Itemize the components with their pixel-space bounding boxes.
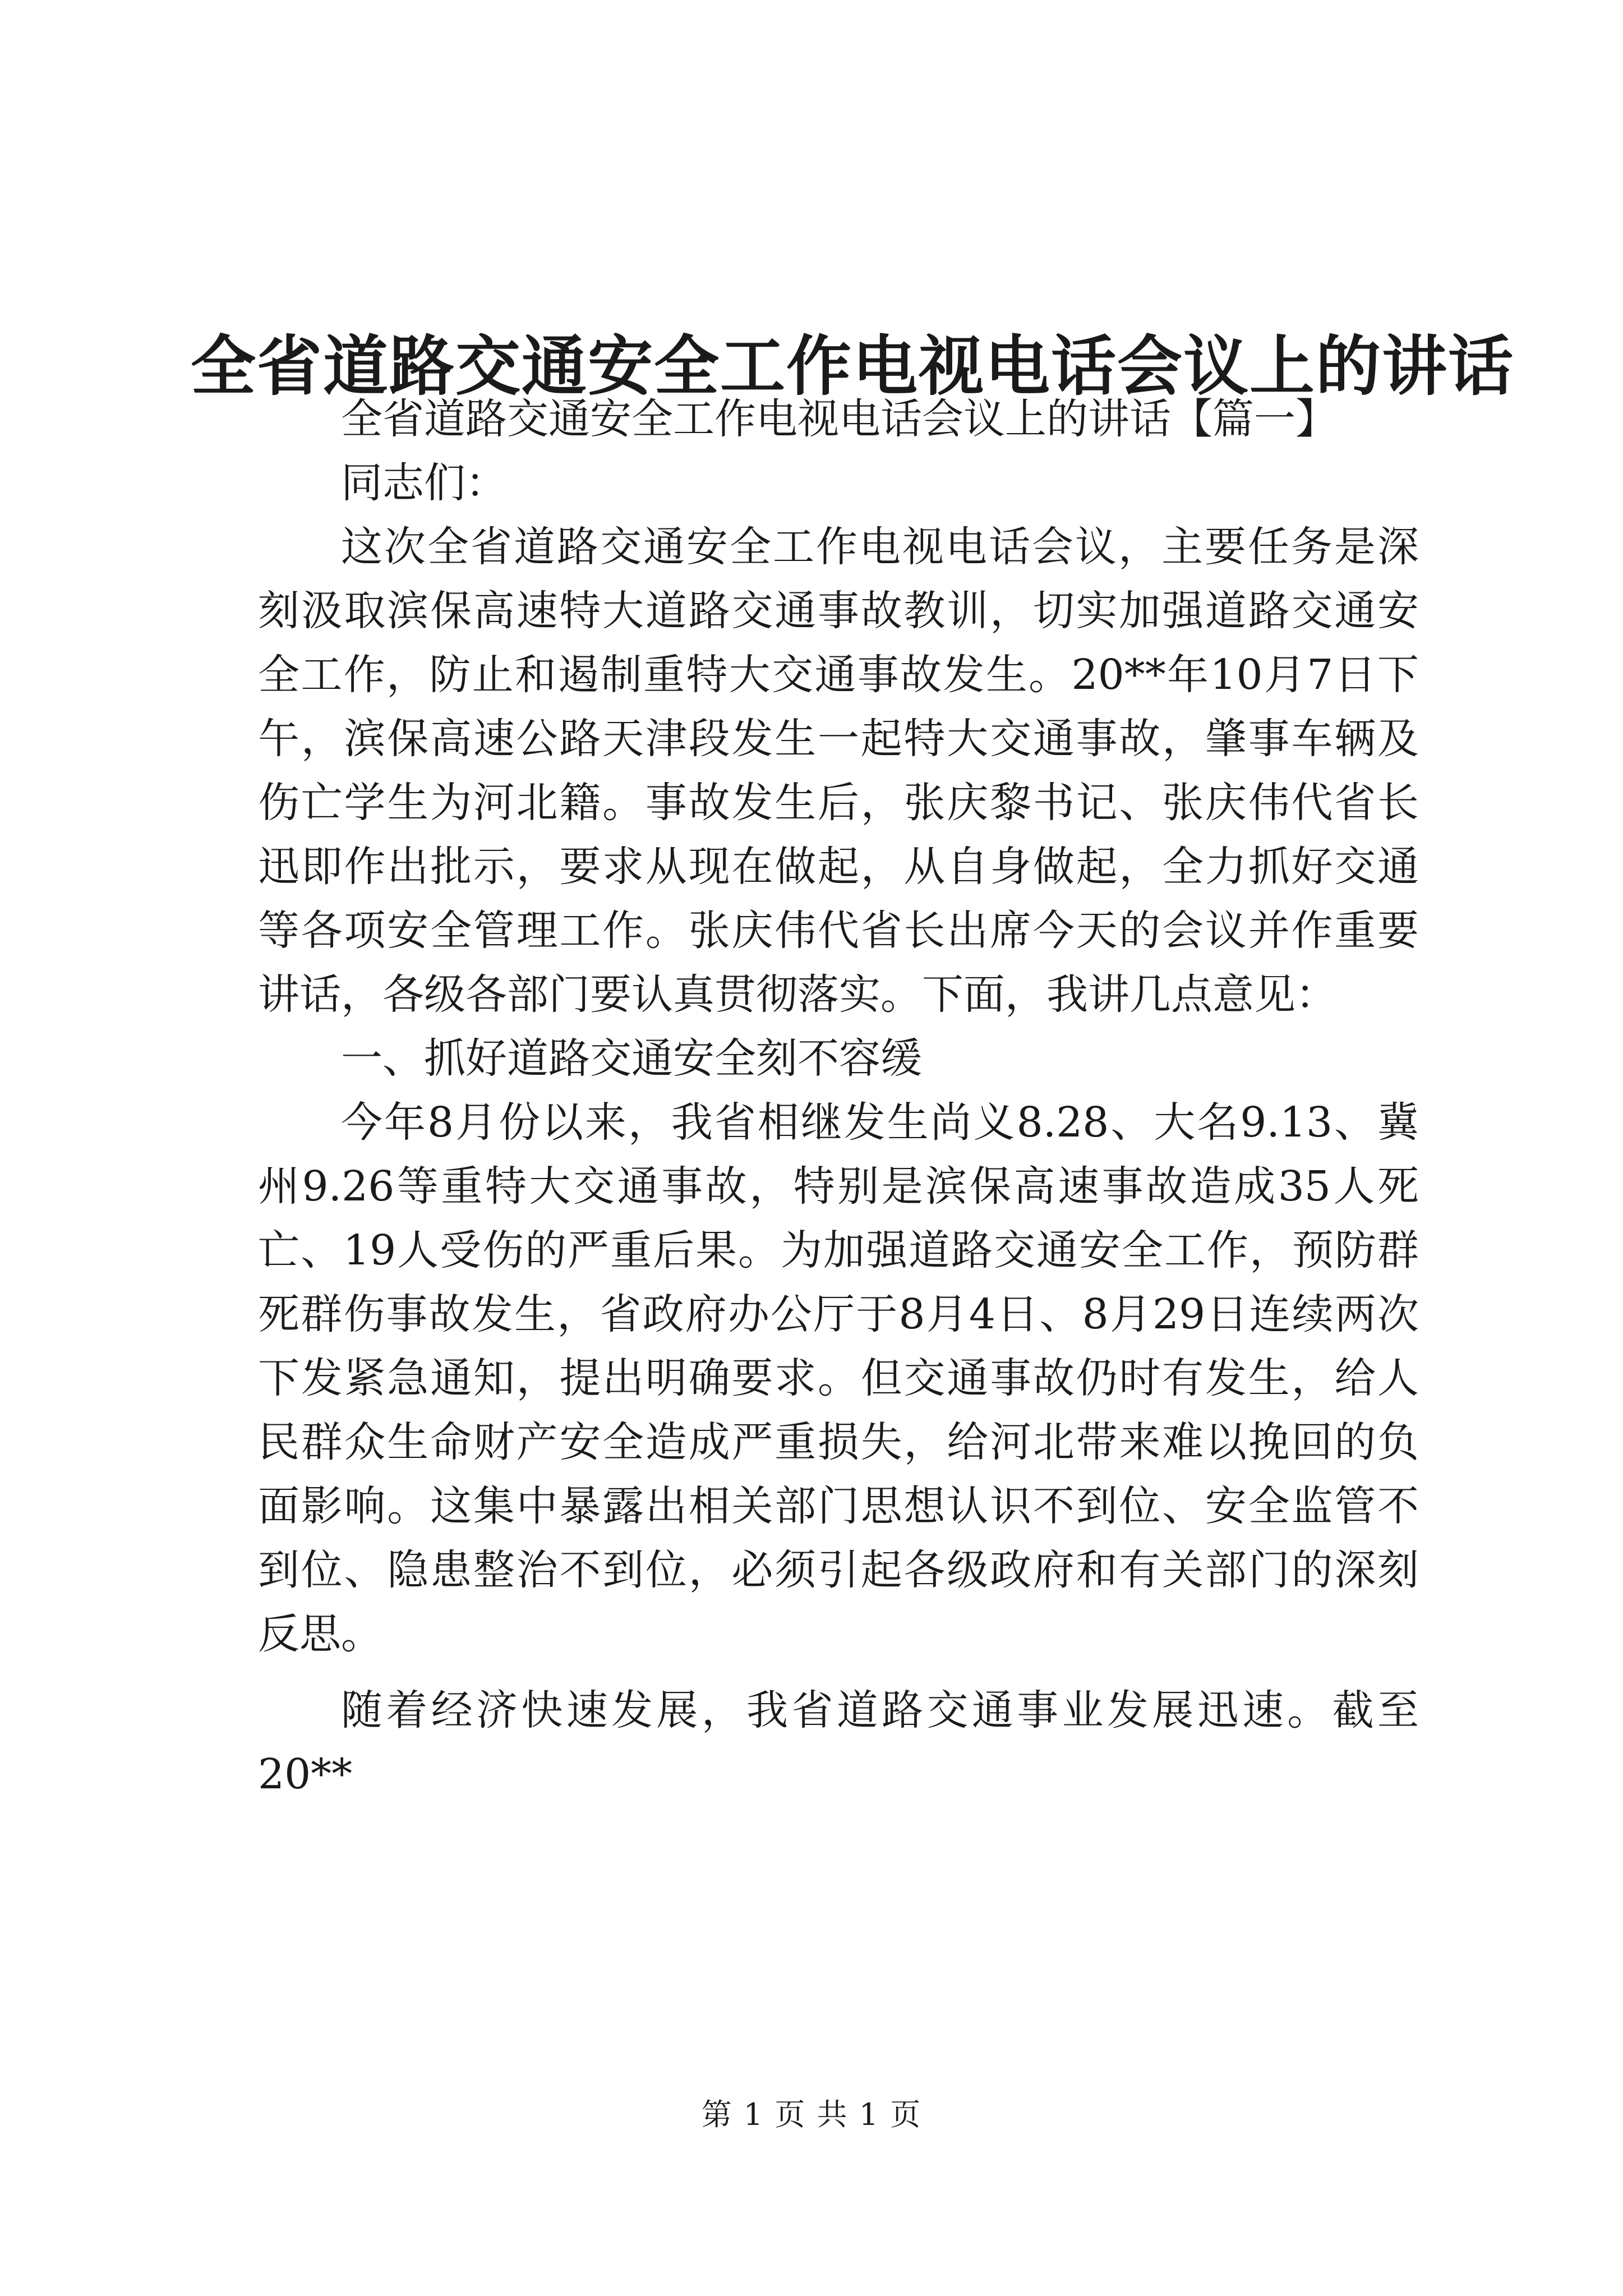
page-number: 第 1 页 共 1 页 <box>701 2097 922 2132</box>
body-paragraph: 今年8月份以来，我省相继发生尚义8.28、大名9.13、冀州9.26等重特大交通事故，特别是滨保高速事故造成35人死亡、19人受伤的严重后果。为加强道路交通安全工作，预防群死群伤事故发生，省政府办公厅于8月4日、8月29日连续两次下发紧急通知，提出明确要求。但交通事故仍时有发生，给人民群众生命财产安全造成严重损失，给河北带来难以挽回的负面影响。这集中暴露出相关部门思想认识不到位、安全监管不到位、隐患整治不到位，必须引起各级政府和有关部门的深刻反思。 <box>258 1098 1419 1658</box>
section-heading: 全省道路交通安全工作电视电话会议上的讲话【篇一】 <box>341 395 1337 443</box>
body-paragraph: 这次全省道路交通安全工作电视电话会议，主要任务是深刻汲取滨保高速特大道路交通事故教训，切实加强道路交通安全工作，防止和遏制重特大交通事故发生。20**年10月7日下午，滨保高速公路天津段发生一起特大交通事故，肇事车辆及伤亡学生为河北籍。事故发生后，张庆黎书记、张庆伟代省长迅即作出批示，要求从现在做起，从自身做起，全力抓好交通等各项安全管理工作。张庆伟代省长出席今天的会议并作重要讲话，各级各部门要认真贯彻落实。下面，我讲几点意见： <box>258 523 1419 1019</box>
subheading: 一、抓好道路交通安全刻不容缓 <box>341 1034 922 1083</box>
document-body <box>258 387 1419 1806</box>
body-paragraph: 随着经济快速发展，我省道路交通事业发展迅速。截至20** <box>258 1686 1419 1798</box>
document-title: 全省道路交通安全工作电视电话会议上的讲话 <box>191 328 1514 404</box>
salutation: 同志们： <box>341 459 507 507</box>
